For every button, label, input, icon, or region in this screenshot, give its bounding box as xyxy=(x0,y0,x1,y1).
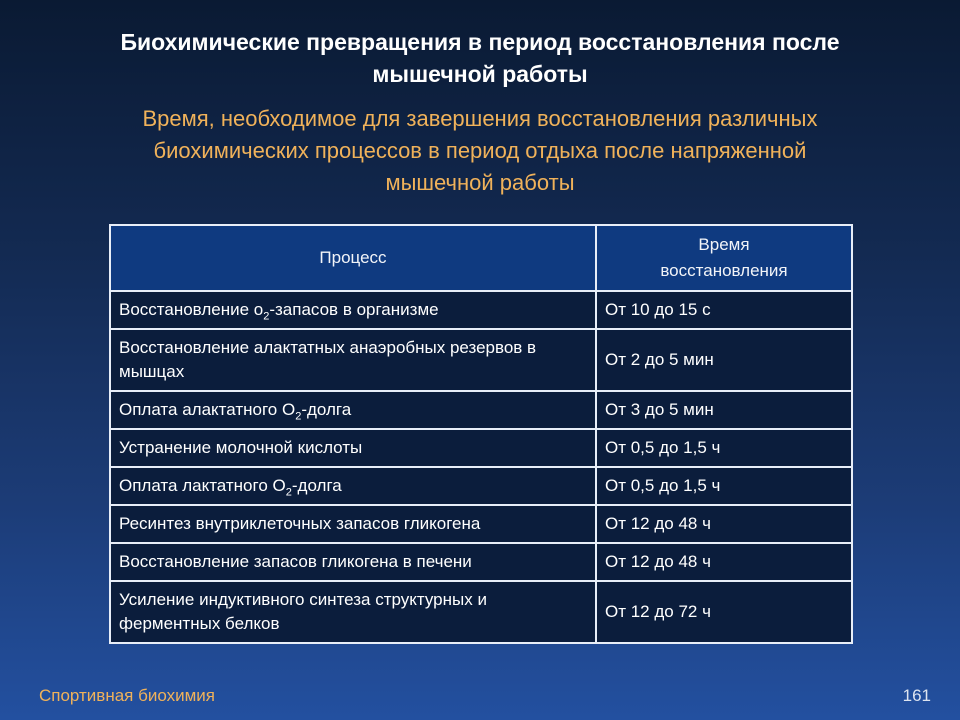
slide-subtitle xyxy=(40,103,920,199)
table-row xyxy=(110,505,852,543)
time-cell: От 0,5 до 1,5 ч xyxy=(596,467,852,505)
time-cell: От 10 до 15 с xyxy=(596,291,852,329)
subscript: 2 xyxy=(285,486,292,499)
process-text: Оплата алактатного О xyxy=(119,400,296,419)
process-cell xyxy=(110,291,596,329)
subscript: 2 xyxy=(295,410,302,423)
time-cell: От 12 до 72 ч xyxy=(596,581,852,643)
process-cell: Восстановление запасов гликогена в печени xyxy=(110,543,596,581)
time-cell: От 3 до 5 мин xyxy=(596,391,852,429)
process-cell: Усиление индуктивного синтеза структурных и ферментных белков xyxy=(110,581,596,643)
process-cell xyxy=(110,467,596,505)
process-cell xyxy=(110,391,596,429)
table-row xyxy=(110,429,852,467)
column-header-recovery-time xyxy=(596,225,852,291)
time-cell: От 12 до 48 ч xyxy=(596,543,852,581)
table-row xyxy=(110,543,852,581)
footer-course-name: Спортивная биохимия xyxy=(39,686,215,705)
process-text: -долга xyxy=(291,476,342,495)
slide-title xyxy=(40,26,920,90)
slide-title-line-2: мышечной работы xyxy=(372,61,588,87)
time-cell: От 0,5 до 1,5 ч xyxy=(596,429,852,467)
column-header-process: Процесс xyxy=(110,225,596,291)
table-row xyxy=(110,581,852,643)
slide-subtitle-line-1: Время, необходимое для завершения восстановления различных xyxy=(142,106,818,131)
page-number: 161 xyxy=(902,686,931,705)
process-text: Оплата лактатного О xyxy=(119,476,286,495)
table-header-row xyxy=(110,225,852,291)
recovery-time-table xyxy=(109,224,853,644)
slide-title-line-1: Биохимические превращения в период восстановления после xyxy=(120,29,840,55)
slide-subtitle-line-3: мышечной работы xyxy=(385,170,575,195)
time-cell: От 12 до 48 ч xyxy=(596,505,852,543)
process-cell: Ресинтез внутриклеточных запасов гликогена xyxy=(110,505,596,543)
process-text: -долга xyxy=(301,400,352,419)
slide-subtitle-line-2: биохимических процессов в период отдыха после напряженной xyxy=(153,138,807,163)
column-header-recovery-time-line-2: восстановления xyxy=(660,261,788,280)
table-row xyxy=(110,329,852,391)
time-cell: От 2 до 5 мин xyxy=(596,329,852,391)
subscript: 2 xyxy=(263,310,270,323)
table-row xyxy=(110,291,852,329)
column-header-recovery-time-line-1: Время xyxy=(698,235,750,254)
process-text: -запасов в организме xyxy=(269,300,439,319)
table-row xyxy=(110,391,852,429)
process-cell: Устранение молочной кислоты xyxy=(110,429,596,467)
process-text: Восстановление о xyxy=(119,300,264,319)
process-cell: Восстановление алактатных анаэробных резервов в мышцах xyxy=(110,329,596,391)
table-row xyxy=(110,467,852,505)
